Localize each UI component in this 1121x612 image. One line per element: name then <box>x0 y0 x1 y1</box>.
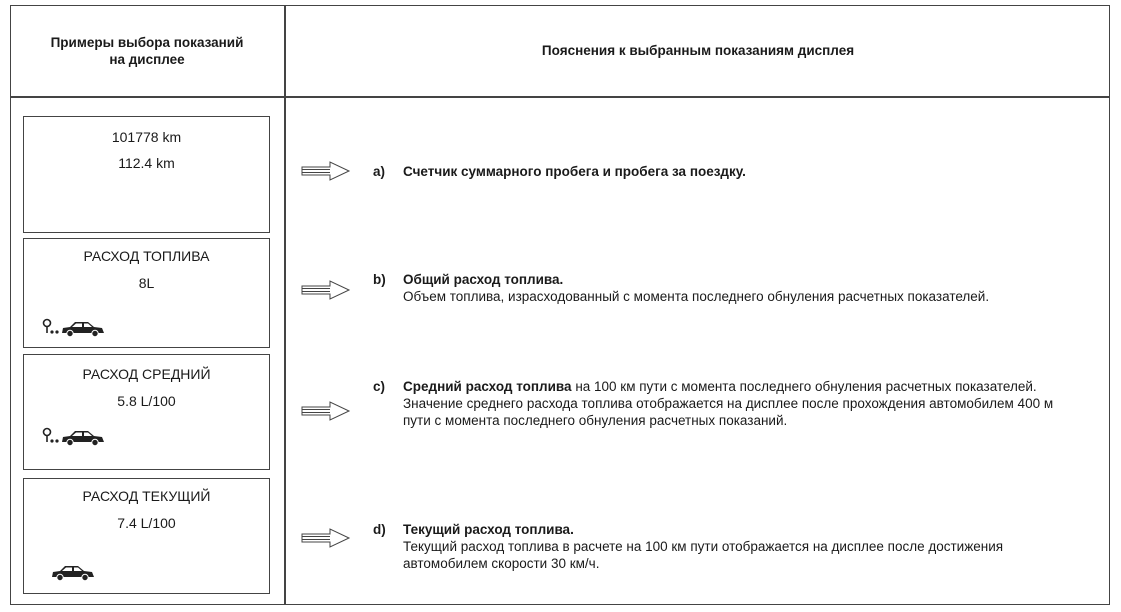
explanation-c <box>373 378 1073 429</box>
display-example-total-fuel <box>23 238 270 348</box>
trip-reset-car-icon <box>42 427 112 447</box>
display-line-1: РАСХОД ТЕКУЩИЙ <box>82 488 211 504</box>
explanation-text: на 100 км пути с момента последнего обнуления расчетных показателей. Значение среднего расхода топлива отображается на дисплее после прохождения автомобилем 400 м пути с момента последнего обнуления расчетных показаний. <box>403 379 1054 428</box>
display-line-1: 101778 km <box>111 129 182 145</box>
explanation-letter: a) <box>373 164 386 179</box>
header-right <box>286 5 1110 96</box>
trip-reset-car-icon <box>42 318 112 338</box>
car-icon <box>50 562 96 582</box>
display-example-current-fuel <box>23 478 270 594</box>
arrow-right-icon <box>300 398 352 424</box>
explanation-letter: c) <box>373 379 386 394</box>
explanation-letter: d) <box>373 522 386 537</box>
header-right-text: Пояснения к выбранным показаниям дисплея <box>541 43 855 58</box>
display-line-1: РАСХОД ТОПЛИВА <box>83 248 210 264</box>
display-example-odometer <box>23 116 270 233</box>
explanation-a <box>373 163 1073 180</box>
explanation-letter: b) <box>373 272 386 287</box>
arrow-right-icon <box>300 277 352 303</box>
display-line-2: 8L <box>138 275 155 291</box>
arrow-right-icon <box>300 158 352 184</box>
explanation-bold: Средний расход топлива <box>403 379 572 394</box>
header-left-text: Примеры выбора показаний на дисплее <box>50 34 244 67</box>
explanation-bold: Текущий расход топлива. <box>403 522 574 537</box>
arrow-right-icon <box>300 525 352 551</box>
explanation-d <box>373 521 1073 572</box>
explanation-b <box>373 271 1073 305</box>
header-left <box>10 5 284 96</box>
display-line-2: 112.4 km <box>118 155 175 171</box>
display-example-average-fuel <box>23 354 270 470</box>
explanation-text: Объем топлива, израсходованный с момента последнего обнуления расчетных показателей. <box>403 289 990 304</box>
explanation-bold: Общий расход топлива. <box>403 272 564 287</box>
header-divider <box>10 96 1110 98</box>
display-line-1: РАСХОД СРЕДНИЙ <box>82 366 211 382</box>
explanation-bold: Счетчик суммарного пробега и пробега за поездку. <box>403 164 746 179</box>
display-line-2: 7.4 L/100 <box>117 515 176 531</box>
display-line-2: 5.8 L/100 <box>117 393 176 409</box>
explanation-text: Текущий расход топлива в расчете на 100 км пути отображается на дисплее после достижения автомобилем скорости 30 км/ч. <box>403 539 1004 571</box>
